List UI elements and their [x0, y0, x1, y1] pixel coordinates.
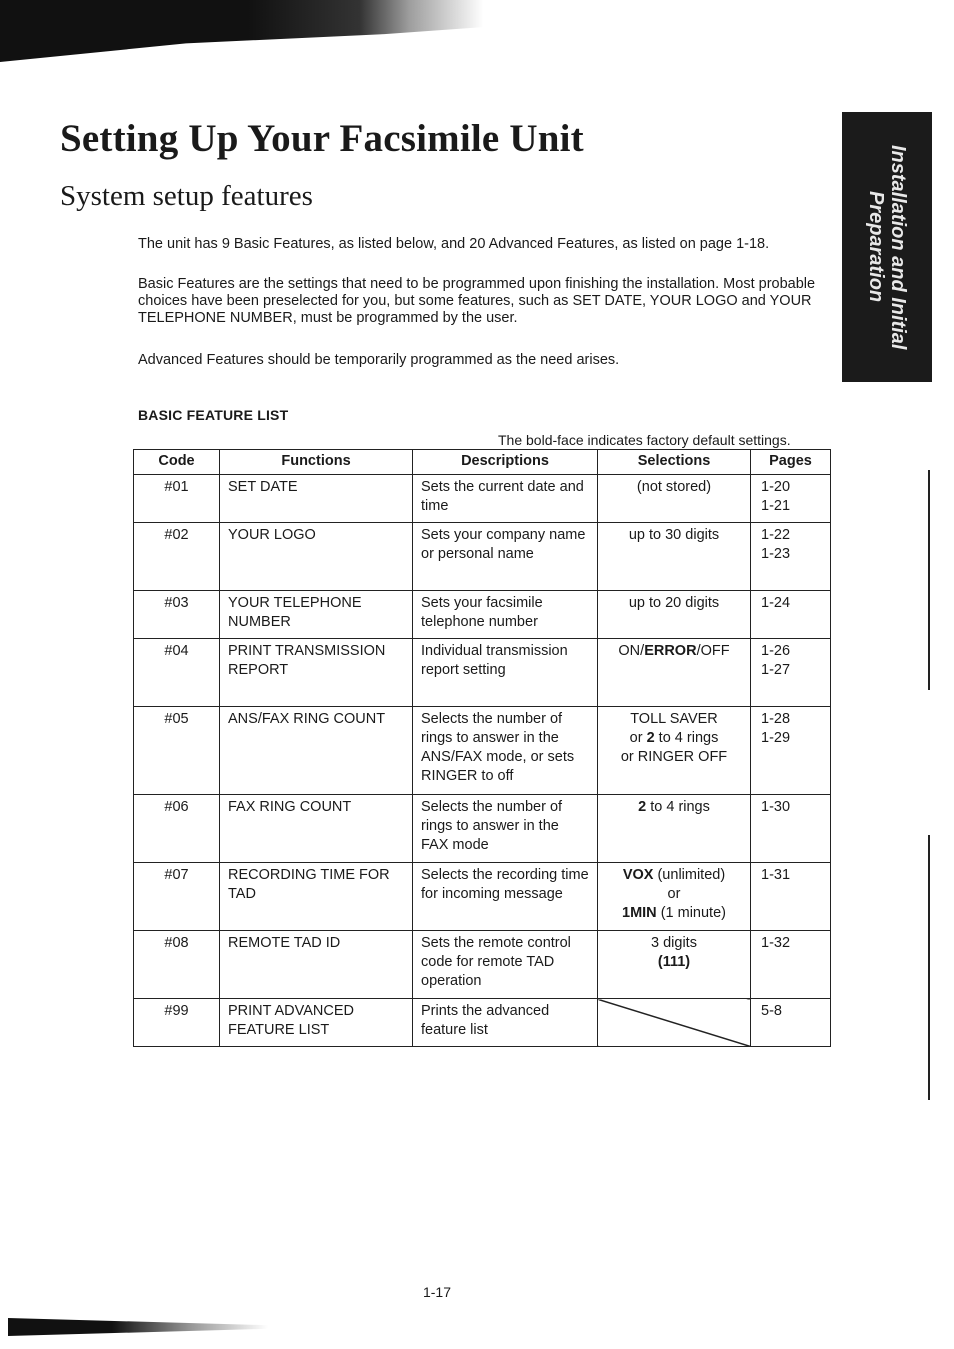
table-row — [134, 707, 831, 795]
row-selection: up to 30 digits — [598, 523, 751, 591]
row-pages: 1-24 — [751, 591, 831, 639]
row-description: Sets your company name or personal name — [413, 523, 598, 591]
row-description: Selects the number of rings to answer in the ANS/FAX mode, or sets RINGER to off — [413, 707, 598, 795]
row-selection: up to 20 digits — [598, 591, 751, 639]
table-row — [134, 795, 831, 863]
table-row — [134, 639, 831, 707]
row-selection: VOX (unlimited) or 1MIN (1 minute) — [598, 863, 751, 931]
row-function: RECORDING TIME FOR TAD — [220, 863, 413, 931]
header-descriptions: Descriptions — [413, 450, 598, 475]
header-functions: Functions — [220, 450, 413, 475]
table-row — [134, 999, 831, 1047]
table-header-row — [134, 450, 831, 475]
intro-paragraph-3: Advanced Features should be temporarily programmed as the need arises. — [138, 352, 620, 368]
row-pages: 1-32 — [751, 931, 831, 999]
row-function: PRINT TRANSMISSION REPORT — [220, 639, 413, 707]
row-pages: 1-22 1-23 — [751, 523, 831, 591]
chapter-tab-line-1: Installation and Initial — [887, 144, 909, 350]
row-code: #06 — [134, 795, 220, 863]
header-selections: Selections — [598, 450, 751, 475]
basic-feature-list-heading: BASIC FEATURE LIST — [138, 407, 289, 423]
row-function: REMOTE TAD ID — [220, 931, 413, 999]
row-description: Sets the current date and time — [413, 475, 598, 523]
row-description: Selects the number of rings to answer in the FAX mode — [413, 795, 598, 863]
row-selection: (not stored) — [598, 475, 751, 523]
row-selection-not-applicable — [598, 999, 751, 1047]
chapter-side-tab — [842, 112, 932, 382]
row-code: #04 — [134, 639, 220, 707]
row-description: Selects the recording time for incoming message — [413, 863, 598, 931]
row-function: ANS/FAX RING COUNT — [220, 707, 413, 795]
chapter-tab-line-2: Preparation — [865, 191, 887, 303]
page-title: Setting Up Your Facsimile Unit — [60, 117, 584, 160]
row-selection: ON/ERROR/OFF — [598, 639, 751, 707]
default-settings-note: The bold-face indicates factory default settings. — [498, 432, 791, 448]
chapter-tab-label — [865, 145, 909, 349]
row-description: Sets the remote control code for remote TAD operation — [413, 931, 598, 999]
table-row — [134, 475, 831, 523]
row-code: #02 — [134, 523, 220, 591]
feature-table — [133, 449, 831, 1047]
row-pages: 1-20 1-21 — [751, 475, 831, 523]
row-function: YOUR TELEPHONE NUMBER — [220, 591, 413, 639]
row-code: #07 — [134, 863, 220, 931]
table-row — [134, 931, 831, 999]
row-code: #99 — [134, 999, 220, 1047]
row-code: #01 — [134, 475, 220, 523]
table-row — [134, 523, 831, 591]
margin-rule-2 — [928, 835, 930, 1100]
header-code: Code — [134, 450, 220, 475]
row-code: #03 — [134, 591, 220, 639]
intro-paragraph-1: The unit has 9 Basic Features, as listed below, and 20 Advanced Features, as listed on page 1-18. — [138, 236, 770, 252]
row-pages: 1-28 1-29 — [751, 707, 831, 795]
row-description: Individual transmission report setting — [413, 639, 598, 707]
basic-feature-table — [133, 449, 830, 1047]
row-description: Prints the advanced feature list — [413, 999, 598, 1047]
row-pages: 1-30 — [751, 795, 831, 863]
row-function: SET DATE — [220, 475, 413, 523]
row-code: #08 — [134, 931, 220, 999]
row-function: PRINT ADVANCED FEATURE LIST — [220, 999, 413, 1047]
header-scan-band — [0, 0, 620, 62]
margin-rule-1 — [928, 470, 930, 690]
row-selection: 2 to 4 rings — [598, 795, 751, 863]
table-row — [134, 591, 831, 639]
footer-scan-band — [8, 1318, 268, 1336]
row-pages: 1-31 — [751, 863, 831, 931]
row-function: YOUR LOGO — [220, 523, 413, 591]
section-subtitle: System setup features — [60, 180, 313, 212]
row-selection: 3 digits (111) — [598, 931, 751, 999]
row-code: #05 — [134, 707, 220, 795]
header-pages: Pages — [751, 450, 831, 475]
row-pages: 5-8 — [751, 999, 831, 1047]
table-row — [134, 863, 831, 931]
row-selection: TOLL SAVER or 2 to 4 rings or RINGER OFF — [598, 707, 751, 795]
row-function: FAX RING COUNT — [220, 795, 413, 863]
row-description: Sets your facsimile telephone number — [413, 591, 598, 639]
row-pages: 1-26 1-27 — [751, 639, 831, 707]
page-number: 1-17 — [422, 1284, 452, 1300]
intro-paragraph-2: Basic Features are the settings that need to be programmed upon finishing the installation. Most probable choices have been preselected for you, but some features, such as SET DATE, YOUR LOGO and YOUR TELEPHONE NUMBER, must be programmed by the user. — [138, 276, 816, 326]
